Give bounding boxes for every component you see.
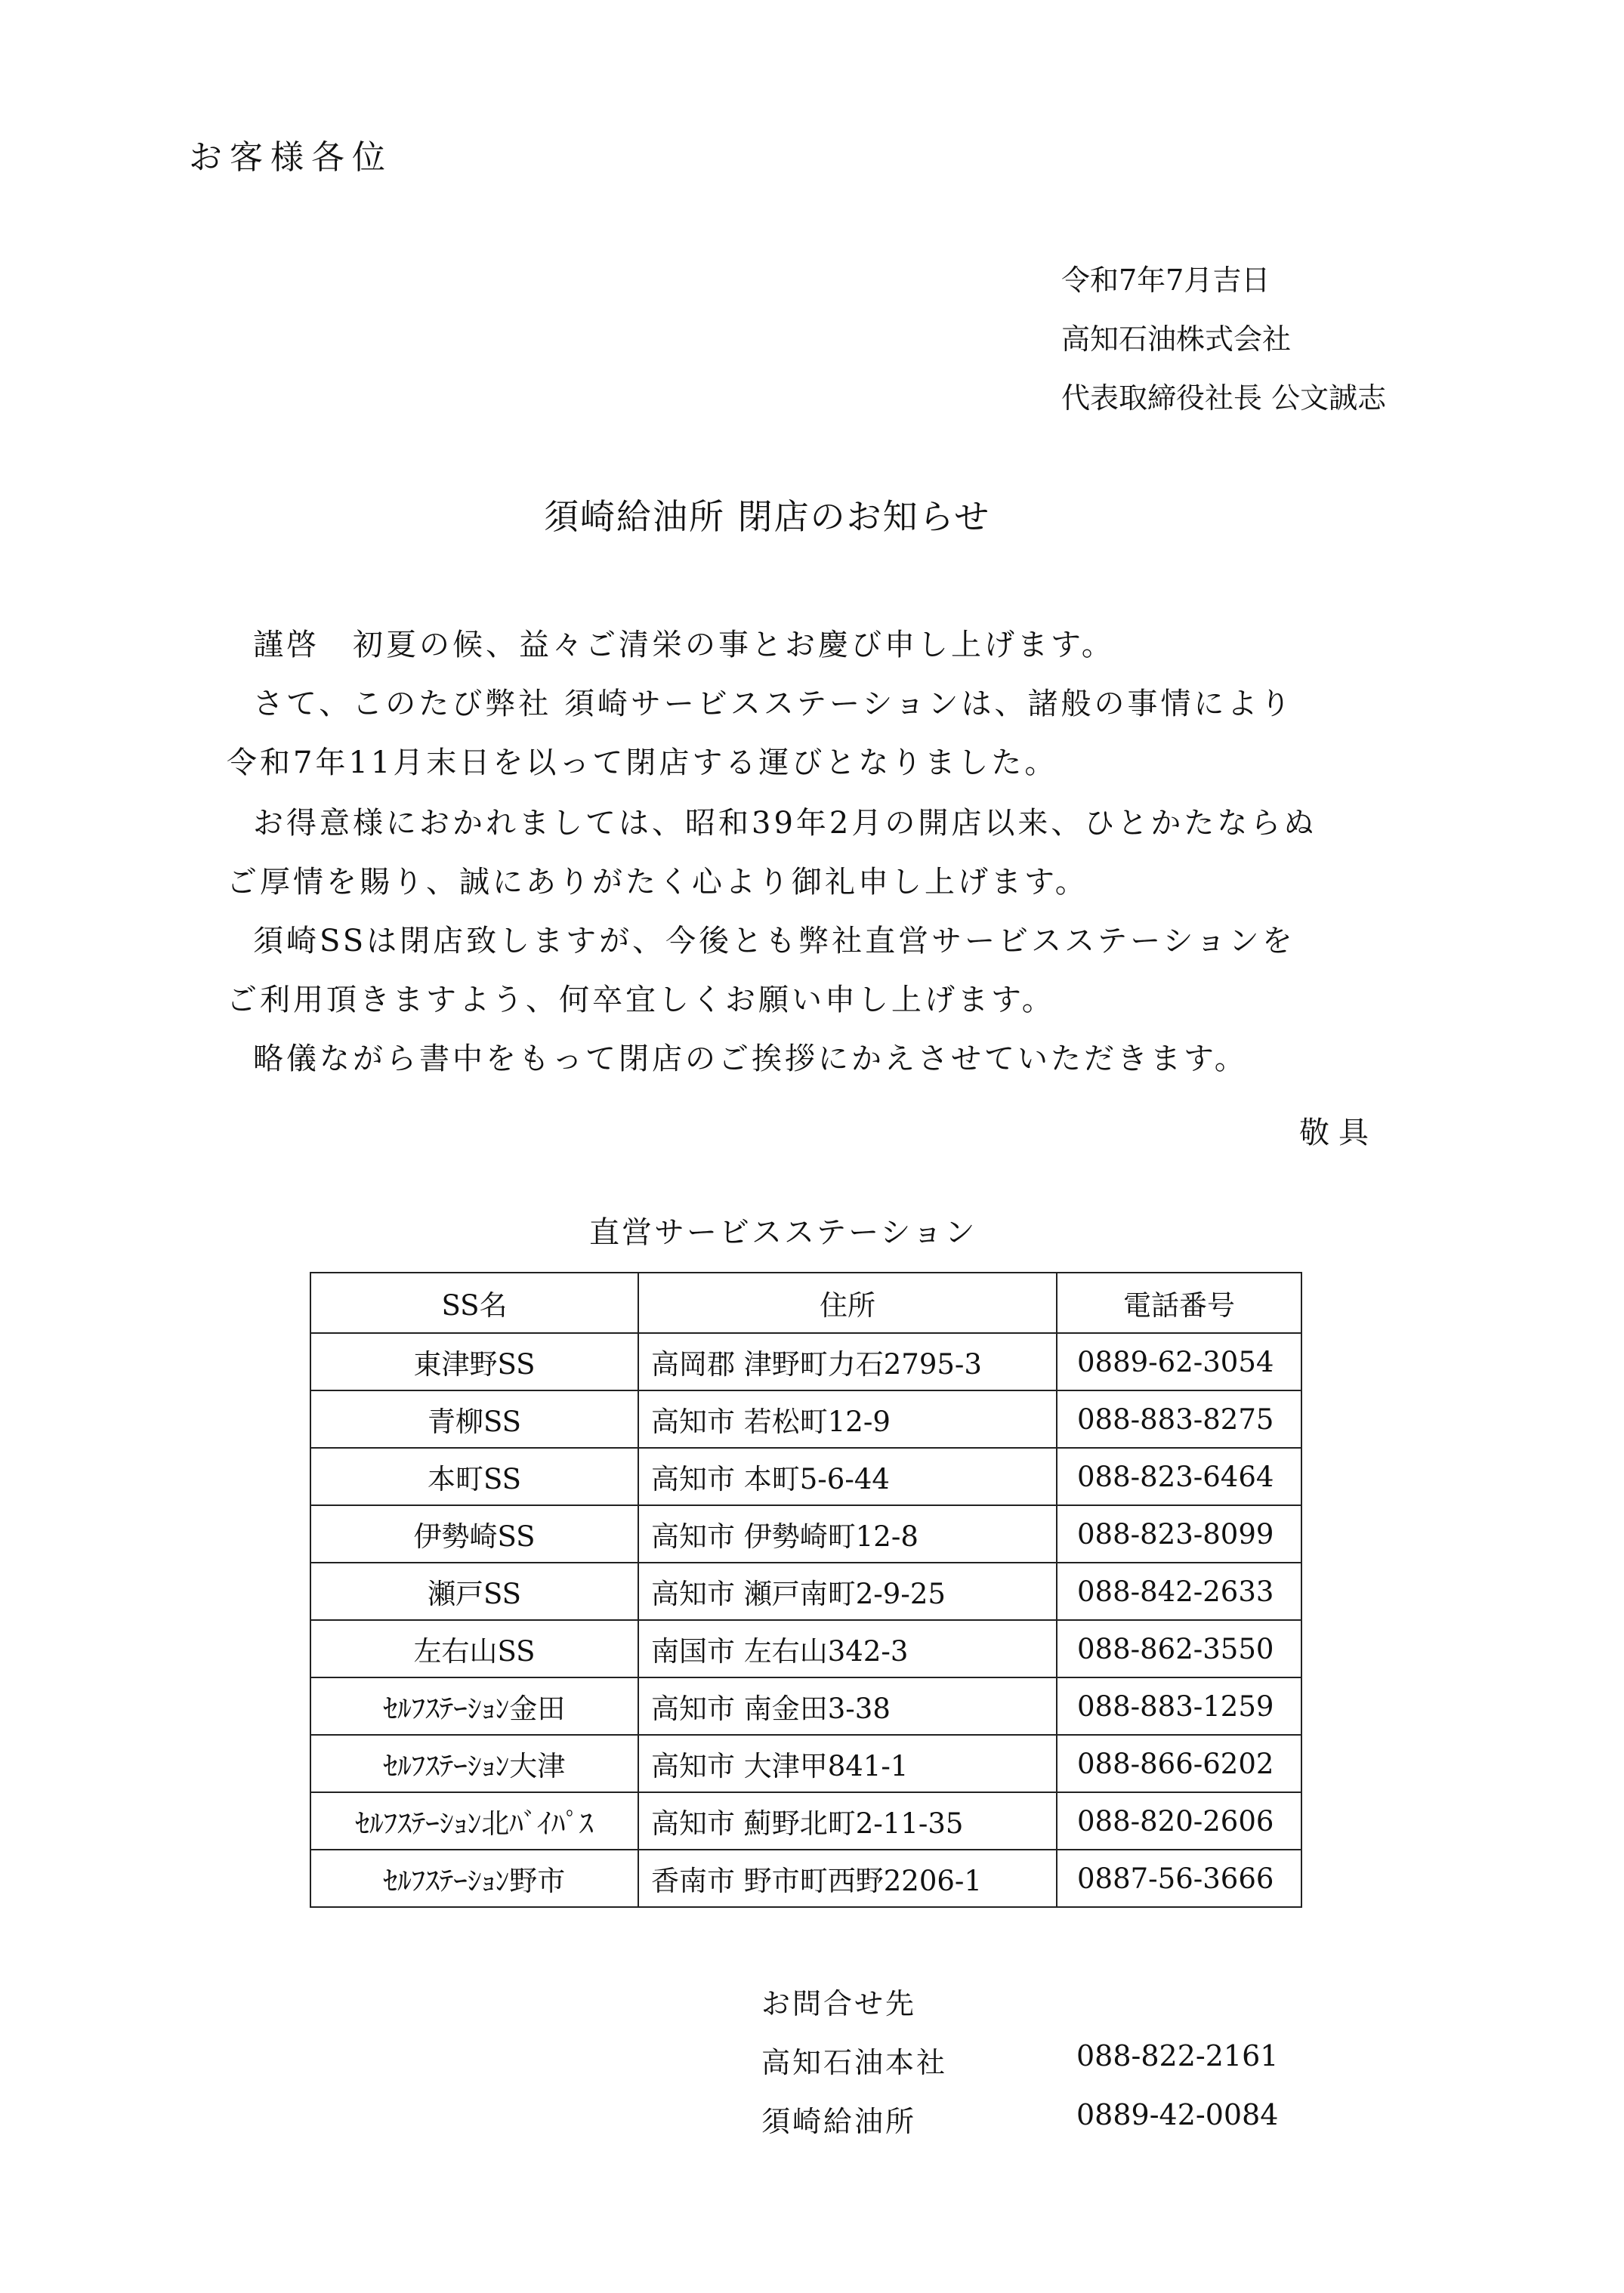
table-header-row xyxy=(310,1273,1301,1333)
table-row xyxy=(310,1505,1301,1563)
phone-cell: 0889-62-3054 xyxy=(1057,1333,1301,1390)
phone-cell: 088-823-8099 xyxy=(1057,1505,1301,1563)
table-row xyxy=(310,1563,1301,1620)
contact-phone: 088-822-2161 xyxy=(1076,2039,1279,2072)
ss-name-cell: 東津野SS xyxy=(310,1333,638,1390)
address-cell: 高岡郡 津野町力石2795-3 xyxy=(638,1333,1057,1390)
service-station-table xyxy=(310,1272,1302,1908)
table-row xyxy=(310,1333,1301,1390)
contact-name: 須崎給油所 xyxy=(761,2105,917,2138)
address-cell: 高知市 瀬戸南町2-9-25 xyxy=(638,1563,1057,1620)
body-line-5: ご厚情を賜り、誠にありがたく心より御礼申し上げます。 xyxy=(227,865,1088,900)
address-cell: 高知市 伊勢崎町12-8 xyxy=(638,1505,1057,1563)
table-row xyxy=(310,1792,1301,1850)
address-cell: 高知市 薊野北町2-11-35 xyxy=(638,1792,1057,1850)
body-line-6: 須崎SSは閉店致しますが、今後とも弊社直営サービスステーションを xyxy=(253,924,1295,958)
addressee: お客様各位 xyxy=(189,138,393,177)
contact-heading: お問合せ先 xyxy=(761,1987,917,2020)
table-row xyxy=(310,1677,1301,1735)
address-cell: 高知市 若松町12-9 xyxy=(638,1390,1057,1448)
table-row xyxy=(310,1850,1301,1907)
phone-cell: 088-883-1259 xyxy=(1057,1677,1301,1735)
representative-name: 代表取締役社長 公文誠志 xyxy=(1061,381,1387,415)
contact-name: 高知石油本社 xyxy=(761,2046,948,2079)
address-cell: 香南市 野市町西野2206-1 xyxy=(638,1850,1057,1907)
body-line-2: さて、このたび弊社 須崎サービスステーションは、諸般の事情により xyxy=(253,687,1294,721)
ss-name-cell: ｾﾙﾌｽﾃｰｼｮﾝ金田 xyxy=(310,1677,638,1735)
ss-name-cell: 瀬戸SS xyxy=(310,1563,638,1620)
header-ss-name: SS名 xyxy=(310,1273,638,1333)
body-line-4: お得意様におかれましては、昭和39年2月の開店以来、ひとかたならぬ xyxy=(253,806,1317,841)
ss-name-cell: 伊勢崎SS xyxy=(310,1505,638,1563)
table-caption: 直営サービスステーション xyxy=(589,1215,977,1250)
header-phone: 電話番号 xyxy=(1057,1273,1301,1333)
address-cell: 高知市 南金田3-38 xyxy=(638,1677,1057,1735)
ss-name-cell: ｾﾙﾌｽﾃｰｼｮﾝ野市 xyxy=(310,1850,638,1907)
phone-cell: 088-820-2606 xyxy=(1057,1792,1301,1850)
ss-name-cell: ｾﾙﾌｽﾃｰｼｮﾝ大津 xyxy=(310,1735,638,1792)
body-line-3: 令和7年11月末日を以って閉店する運びとなりました。 xyxy=(227,745,1058,780)
phone-cell: 088-883-8275 xyxy=(1057,1390,1301,1448)
phone-cell: 088-823-6464 xyxy=(1057,1448,1301,1505)
notice-title: 須崎給油所 閉店のお知らせ xyxy=(544,496,991,537)
phone-cell: 0887-56-3666 xyxy=(1057,1850,1301,1907)
issue-date: 令和7年7月吉日 xyxy=(1061,264,1270,297)
ss-name-cell: ｾﾙﾌｽﾃｰｼｮﾝ北ﾊﾞｲﾊﾟｽ xyxy=(310,1792,638,1850)
table-row xyxy=(310,1620,1301,1677)
address-cell: 高知市 本町5-6-44 xyxy=(638,1448,1057,1505)
closing-phrase: 敬具 xyxy=(1299,1116,1378,1150)
address-cell: 南国市 左右山342-3 xyxy=(638,1620,1057,1677)
ss-name-cell: 左右山SS xyxy=(310,1620,638,1677)
table-row xyxy=(310,1390,1301,1448)
company-name: 高知石油株式会社 xyxy=(1061,323,1292,356)
phone-cell: 088-862-3550 xyxy=(1057,1620,1301,1677)
address-cell: 高知市 大津甲841-1 xyxy=(638,1735,1057,1792)
ss-name-cell: 本町SS xyxy=(310,1448,638,1505)
ss-name-cell: 青柳SS xyxy=(310,1390,638,1448)
table-row xyxy=(310,1735,1301,1792)
body-line-1: 謹啓 初夏の候、益々ご清栄の事とお慶び申し上げます。 xyxy=(253,628,1115,662)
body-line-8: 略儀ながら書中をもって閉店のご挨拶にかえさせていただきます。 xyxy=(253,1042,1248,1076)
header-address: 住所 xyxy=(638,1273,1057,1333)
body-line-7: ご利用頂きますよう、何卒宜しくお願い申し上げます。 xyxy=(227,983,1055,1017)
contact-phone: 0889-42-0084 xyxy=(1076,2098,1279,2131)
table-row xyxy=(310,1448,1301,1505)
phone-cell: 088-842-2633 xyxy=(1057,1563,1301,1620)
phone-cell: 088-866-6202 xyxy=(1057,1735,1301,1792)
